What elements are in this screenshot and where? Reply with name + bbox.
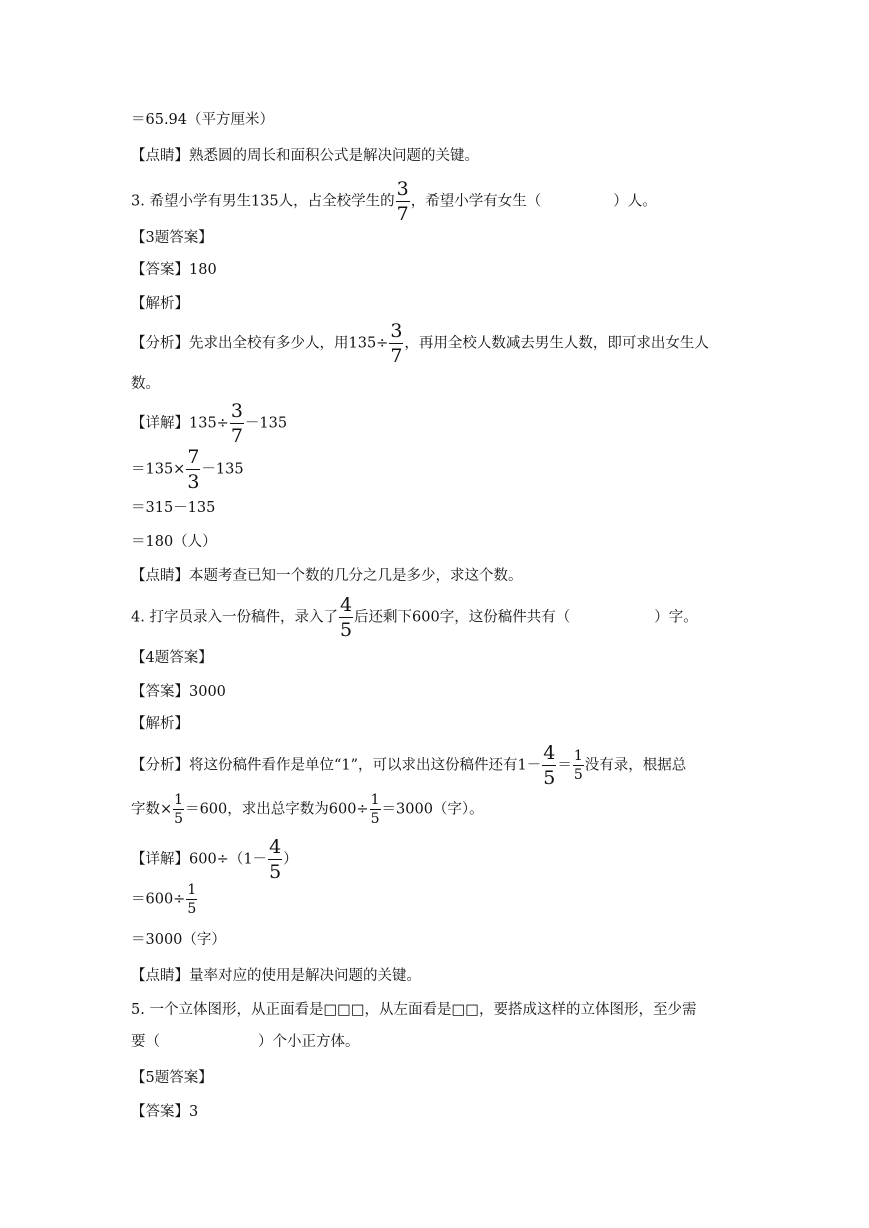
fraction-denominator: 7 [230, 425, 243, 447]
text-span: 【详解】600÷（1－ [131, 851, 268, 868]
question-3 [131, 178, 657, 225]
text-span: ） [283, 851, 298, 868]
fraction-numerator: 3 [396, 178, 409, 200]
answer-value: 【答案】3000 [131, 684, 226, 700]
analysis-heading: 【解析】 [131, 716, 189, 732]
text-span: 【分析】将这份稿件看作是单位“1”，可以求出这份稿件还有1－ [131, 757, 542, 774]
fraction-numerator: 7 [187, 446, 200, 468]
analysis-text [131, 320, 709, 367]
solution-line [131, 836, 298, 883]
fraction [230, 400, 244, 447]
text-span: ，再用全校人数减去男生人数，即可求出女生人 [404, 335, 709, 352]
fraction-numerator: 3 [390, 320, 403, 342]
text-span: ＝3000（字）。 [381, 801, 484, 818]
question-4 [131, 594, 698, 641]
text-span: －135 [201, 461, 244, 478]
text-span: －135 [244, 415, 288, 432]
answer-heading: 【4题答案】 [131, 650, 213, 666]
key-point-note: 【点睛】熟悉圆的周长和面积公式是解决问题的关键。 [131, 148, 479, 164]
fraction [173, 792, 184, 827]
fraction [186, 882, 197, 917]
text-span: 字数× [131, 801, 173, 818]
solution-line: ＝3000（字） [131, 932, 226, 948]
answer-value: 【答案】180 [131, 262, 217, 278]
solution-line [131, 882, 198, 917]
fraction [573, 748, 584, 783]
fraction-numerator: 4 [543, 742, 556, 764]
fraction-denominator: 5 [187, 901, 197, 917]
question-text: 3. 希望小学有男生135人，占全校学生的 [131, 193, 395, 210]
fraction-denominator: 3 [187, 471, 200, 493]
fraction-denominator: 5 [370, 811, 380, 827]
fraction-numerator: 1 [370, 792, 380, 808]
question-text: ）人。 [613, 193, 657, 210]
fraction-denominator: 7 [396, 203, 409, 225]
analysis-text [131, 742, 686, 789]
text-span: ）字。 [654, 609, 698, 626]
text-span: ＝600÷ [131, 891, 186, 908]
text-span: 要（ [131, 1034, 160, 1050]
fraction-denominator: 7 [390, 345, 403, 367]
fraction [389, 320, 403, 367]
text-span: ＝135× [131, 461, 186, 478]
fraction-denominator: 5 [339, 619, 353, 641]
text-span: ＝ [557, 757, 572, 774]
text-span: ）个小正方体。 [258, 1034, 360, 1050]
answer-heading: 【5题答案】 [131, 1070, 213, 1086]
fraction [339, 594, 353, 641]
text-line: ＝65.94（平方厘米） [131, 112, 275, 128]
fraction [542, 742, 556, 789]
question-5-line2 [131, 1032, 360, 1052]
fraction-numerator: 1 [187, 882, 197, 898]
text-span: 【分析】先求出全校有多少人，用135÷ [131, 335, 389, 352]
key-point-note: 【点睛】本题考查已知一个数的几分之几是多少，求这个数。 [131, 568, 523, 584]
fraction [186, 446, 200, 493]
answer-value: 【答案】3 [131, 1104, 199, 1120]
text-span: 4. 打字员录入一份稿件，录入了 [131, 609, 338, 626]
fraction-denominator: 5 [573, 767, 583, 783]
key-point-note: 【点睛】量率对应的使用是解决问题的关键。 [131, 968, 421, 984]
fraction [396, 178, 410, 225]
analysis-text [131, 792, 484, 827]
fraction-denominator: 5 [543, 767, 556, 789]
fraction-denominator: 5 [174, 811, 184, 827]
text-span: ＝600，求出总字数为600÷ [185, 801, 369, 818]
analysis-heading: 【解析】 [131, 296, 189, 312]
text-span: 没有录，根据总 [584, 757, 687, 774]
fraction-denominator: 5 [269, 861, 282, 883]
fraction-numerator: 1 [573, 748, 583, 764]
answer-heading: 【3题答案】 [131, 230, 213, 246]
text-span: 后还剩下600字，这份稿件共有（ [354, 609, 571, 626]
analysis-text: 数。 [131, 376, 160, 392]
solution-line [131, 446, 244, 493]
fraction-numerator: 3 [230, 400, 243, 422]
solution-line: ＝180（人） [131, 534, 217, 550]
fraction [268, 836, 282, 883]
question-5-line1: 5. 一个立体图形，从正面看是□□□，从左面看是□□，要搭成这样的立体图形，至少需 [131, 1002, 697, 1018]
question-text: ，希望小学有女生（ [410, 193, 542, 210]
solution-line [131, 400, 287, 447]
solution-line: ＝315－135 [131, 500, 216, 516]
text-span: 【详解】135÷ [131, 415, 229, 432]
fraction-numerator: 4 [269, 836, 282, 858]
fraction-numerator: 1 [174, 792, 184, 808]
fraction-numerator: 4 [339, 594, 353, 616]
fraction [370, 792, 381, 827]
